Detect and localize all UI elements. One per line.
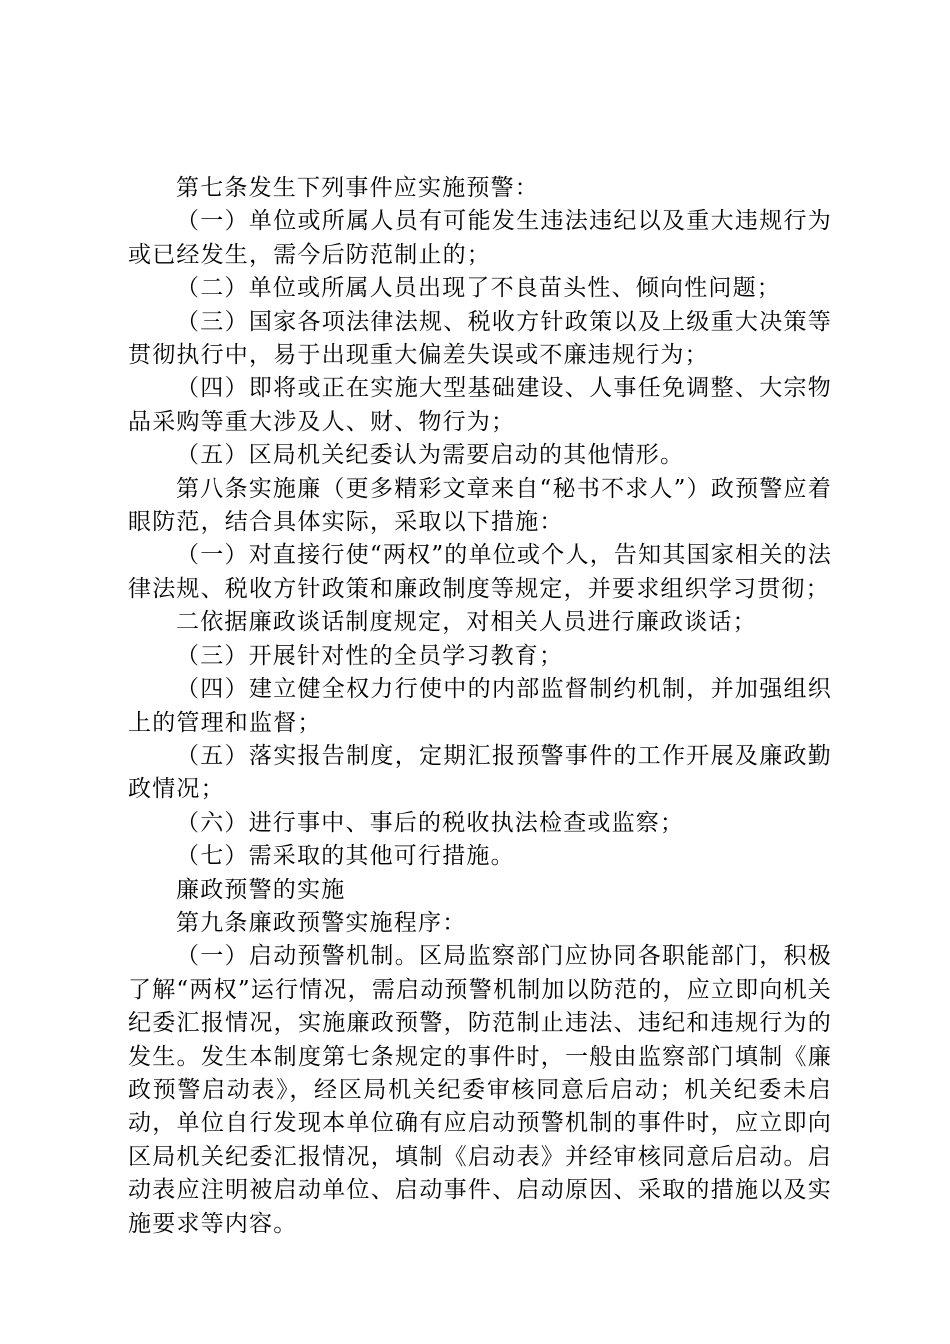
article-8-item-1: （一）对直接行使“两权”的单位或个人，告知其国家相关的法律法规、税收方针政策和廉政制度等规定，并要求组织学习贯彻； (128, 542, 832, 602)
article-9-item-1: （一）启动预警机制。区局监察部门应协同各职能部门，积极了解“两权”运行情况，需启动预警机制加以防范的，应立即向机关纪委汇报情况，实施廉政预警，防范制止违法、违纪和违规行为的发生。发生本制度第七条规定的事件时，一般由监察部门填制《廉政预警启动表》，经区局机关纪委审核同意后启动；机关纪委未启动，单位自行发现本单位确有应启动预警机制的事件时，应立即向区局机关纪委汇报情况，填制《启动表》并经审核同意后启动。启动表应注明被启动单位、启动事件、启动原因、采取的措施以及实施要求等内容。 (128, 943, 832, 1237)
article-8-item-5: （五）落实报告制度，定期汇报预警事件的工作开展及廉政勤政情况； (128, 742, 832, 803)
article-7-item-5: （五）区局机关纪委认为需要启动的其他情形。 (176, 442, 685, 469)
article-8-item-2: 二依据廉政谈话制度规定，对相关人员进行廉政谈话； (176, 609, 757, 636)
section-heading: 廉政预警的实施 (176, 876, 346, 903)
article-7-item-3: （三）国家各项法律法规、税收方针政策以及上级重大决策等贯彻执行中，易于出现重大偏差失误或不廉违规行为； (128, 308, 832, 369)
article-7-item-2: （二）单位或所属人员出现了不良苗头性、倾向性问题； (176, 275, 781, 302)
article-7-item-1: （一）单位或所属人员有可能发生违法违纪以及重大违规行为或已经发生，需今后防范制止的； (128, 208, 832, 268)
article-8-item-6: （六）进行事中、事后的税收执法检查或监察； (176, 809, 685, 836)
article-7-item-4: （四）即将或正在实施大型基础建设、人事任免调整、大宗物品采购等重大涉及人、财、物行为； (128, 375, 832, 435)
document-body (128, 172, 832, 1241)
article-7-heading: 第七条发生下列事件应实施预警： (176, 175, 539, 201)
article-8-item-7: （七）需采取的其他可行措施。 (176, 843, 515, 870)
article-8-heading: 第八条实施廉（更多精彩文章来自“秘书不求人”）政预警应着眼防范，结合具体实际，采取以下措施： (128, 475, 832, 536)
article-8-item-3: （三）开展针对性的全员学习教育； (176, 642, 564, 669)
article-9-heading: 第九条廉政预警实施程序： (176, 909, 467, 936)
article-8-item-4: （四）建立健全权力行使中的内部监督制约机制，并加强组织上的管理和监督； (128, 676, 832, 736)
